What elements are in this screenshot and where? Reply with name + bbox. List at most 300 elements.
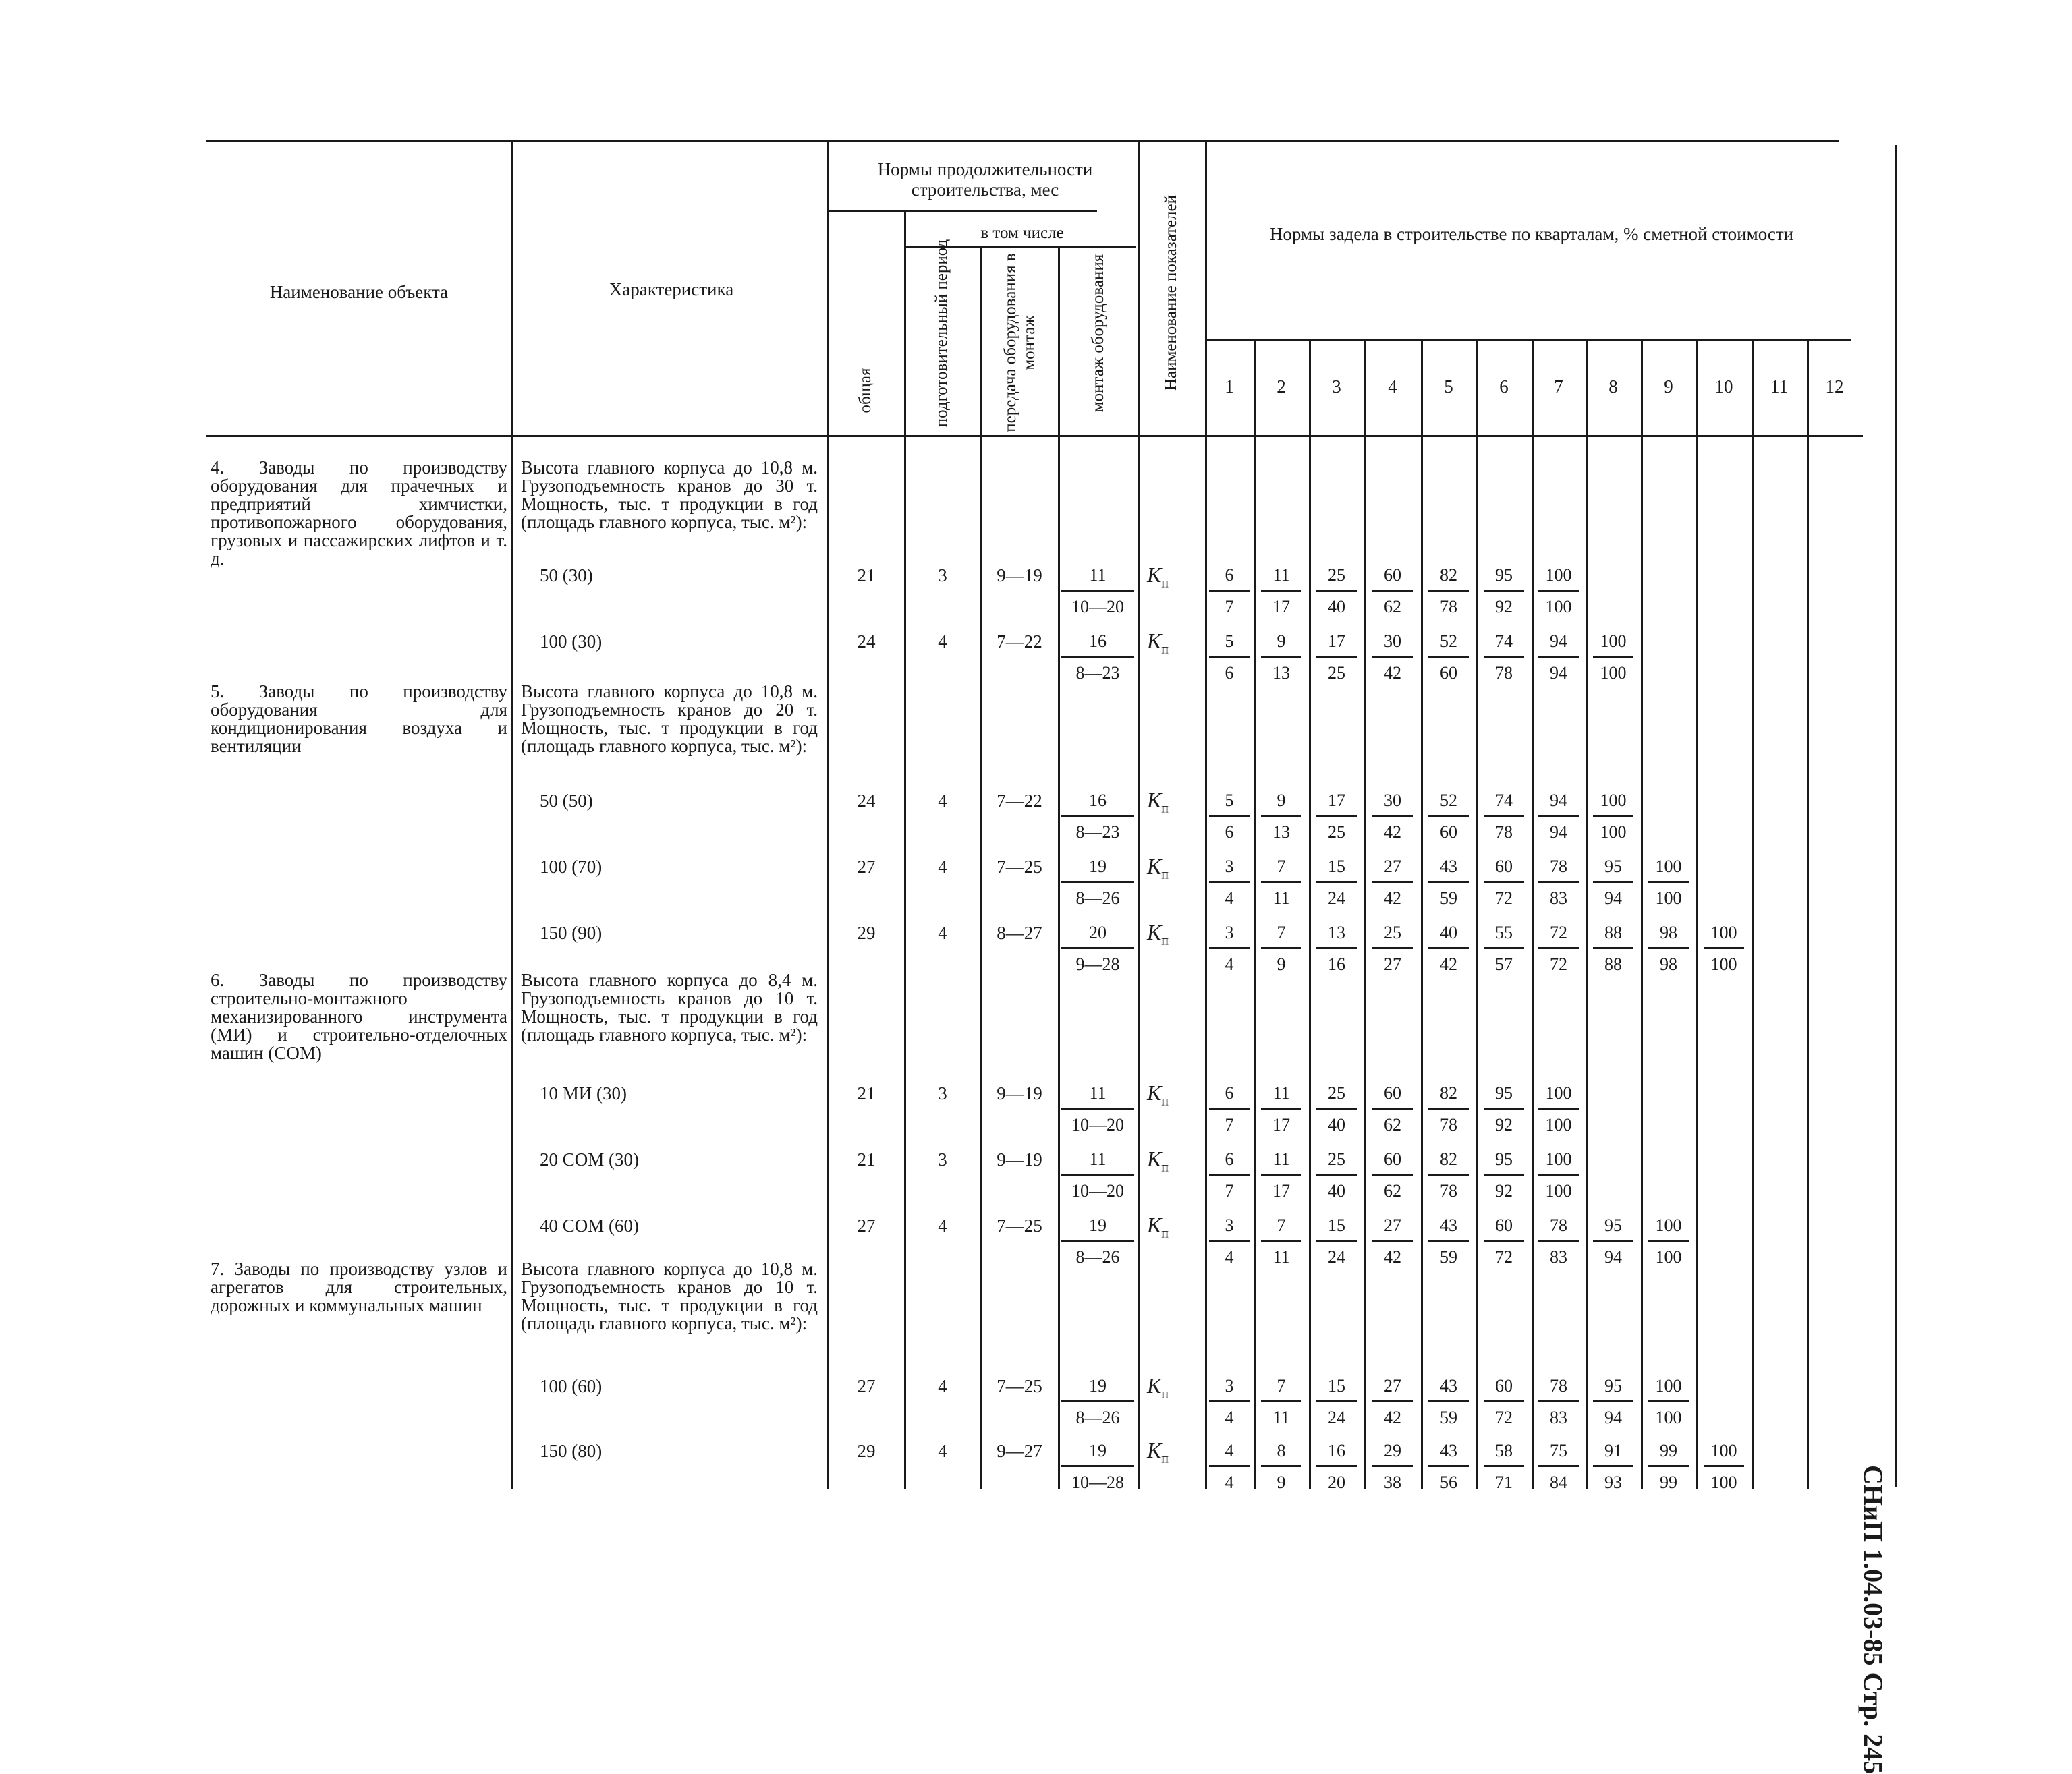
header-quarter-9: 9: [1664, 376, 1673, 397]
quarter-value-7: [1538, 791, 1579, 842]
quarter-value-top: 60: [1484, 857, 1524, 883]
quarter-value-top: 25: [1316, 565, 1357, 592]
mounting-bottom: 10—20: [1071, 597, 1124, 617]
quarter-value-bottom: 100: [1655, 888, 1682, 908]
row-total: 21: [857, 1083, 876, 1104]
quarter-value-4: [1372, 857, 1413, 909]
quarter-value-top: 17: [1316, 791, 1357, 817]
quarter-value-bottom: 42: [1384, 663, 1401, 683]
quarter-value-bottom: 17: [1272, 1115, 1290, 1135]
row-label: 150 (80): [540, 1441, 603, 1461]
quarter-value-bottom: 42: [1384, 1408, 1401, 1427]
quarter-value-4: [1372, 631, 1413, 683]
quarter-value-top: 100: [1593, 791, 1633, 817]
quarter-value-10: [1704, 923, 1744, 975]
row-handover: 9—19: [997, 1149, 1042, 1170]
row-total: 21: [857, 1149, 876, 1170]
q-rule-2: [1309, 339, 1311, 1489]
quarter-value-top: 94: [1538, 791, 1579, 817]
mounting-top: 11: [1061, 565, 1134, 592]
indicator-subscript: п: [1161, 575, 1169, 591]
quarter-value-bottom: 84: [1550, 1472, 1567, 1492]
header-quarter-5: 5: [1444, 376, 1453, 397]
quarter-value-1: [1209, 1149, 1250, 1201]
row-indicator: $К_п$: [1147, 788, 1169, 816]
row-mounting: [1061, 791, 1134, 842]
quarter-value-5: [1428, 857, 1469, 909]
header-quarter-10: 10: [1714, 376, 1733, 397]
quarter-value-top: 25: [1316, 1083, 1357, 1110]
quarter-value-top: 52: [1428, 631, 1469, 658]
quarter-value-3: [1316, 1376, 1357, 1428]
quarter-value-top: 7: [1261, 923, 1301, 949]
quarter-value-top: 55: [1484, 923, 1524, 949]
quarter-value-7: [1538, 1376, 1579, 1428]
quarter-value-bottom: 4: [1225, 1247, 1234, 1267]
quarter-value-6: [1484, 631, 1524, 683]
header-quarter-2: 2: [1277, 376, 1286, 397]
quarter-value-bottom: 100: [1545, 1115, 1572, 1135]
quarter-value-bottom: 100: [1545, 597, 1572, 617]
quarter-value-2: [1261, 1083, 1301, 1135]
quarter-value-8: [1593, 1441, 1633, 1493]
row-handover: 7—25: [997, 857, 1042, 877]
row-prep: 4: [938, 1441, 947, 1461]
mounting-bottom: 8—26: [1075, 1408, 1120, 1427]
quarter-value-bottom: 83: [1550, 888, 1567, 908]
quarter-value-bottom: 20: [1328, 1472, 1345, 1492]
quarter-value-4: [1372, 565, 1413, 617]
quarter-value-top: 60: [1484, 1215, 1524, 1242]
quarter-value-2: [1261, 631, 1301, 683]
quarter-value-5: [1428, 565, 1469, 617]
col-rule-1: [511, 140, 513, 1489]
quarter-value-bottom: 62: [1384, 597, 1401, 617]
header-quarter-12: 12: [1825, 376, 1844, 397]
quarter-value-top: 9: [1261, 631, 1301, 658]
q-rule-11: [1807, 339, 1809, 1489]
quarter-value-top: 98: [1648, 923, 1689, 949]
quarter-value-bottom: 24: [1328, 888, 1345, 908]
quarter-value-bottom: 9: [1277, 954, 1286, 974]
quarter-value-9: [1648, 923, 1689, 975]
quarter-value-top: 6: [1209, 1149, 1250, 1176]
row-prep: 3: [938, 1149, 947, 1170]
quarter-value-bottom: 42: [1384, 822, 1401, 842]
quarter-value-3: [1316, 631, 1357, 683]
quarter-value-bottom: 62: [1384, 1115, 1401, 1135]
quarter-value-bottom: 40: [1328, 1115, 1345, 1135]
quarter-value-top: 8: [1261, 1441, 1301, 1467]
quarter-value-2: [1261, 565, 1301, 617]
quarter-value-bottom: 72: [1495, 1408, 1513, 1427]
row-total: 27: [857, 1215, 876, 1236]
quarter-value-6: [1484, 1083, 1524, 1135]
quarter-value-top: 60: [1372, 1149, 1413, 1176]
col-rule-2: [827, 140, 829, 1489]
quarter-value-top: 100: [1648, 1376, 1689, 1402]
quarter-value-9: [1648, 1376, 1689, 1428]
quarter-value-bottom: 72: [1495, 888, 1513, 908]
row-indicator: $К_п$: [1147, 920, 1169, 948]
quarter-value-top: 52: [1428, 791, 1469, 817]
header-total: общая: [856, 368, 874, 413]
mounting-bottom: 8—23: [1075, 822, 1120, 842]
col-rule-6: [1138, 140, 1140, 1489]
row-prep: 4: [938, 1215, 947, 1236]
mounting-top: 16: [1061, 791, 1134, 817]
quarter-value-4: [1372, 1215, 1413, 1267]
quarter-value-bottom: 94: [1550, 822, 1567, 842]
quarter-value-top: 3: [1209, 857, 1250, 883]
quarter-value-bottom: 42: [1384, 888, 1401, 908]
quarter-value-bottom: 92: [1495, 1181, 1513, 1201]
quarter-value-top: 5: [1209, 791, 1250, 817]
mounting-bottom: 10—20: [1071, 1115, 1124, 1135]
row-prep: 3: [938, 565, 947, 585]
quarter-value-bottom: 94: [1604, 1247, 1622, 1267]
quarter-value-1: [1209, 565, 1250, 617]
quarter-value-bottom: 11: [1272, 888, 1290, 908]
quarter-value-top: 74: [1484, 631, 1524, 658]
quarter-value-bottom: 100: [1710, 1472, 1737, 1492]
row-handover: 7—22: [997, 791, 1042, 811]
top-rule: [206, 140, 1839, 142]
quarter-value-bottom: 93: [1604, 1472, 1622, 1492]
quarter-value-9: [1648, 857, 1689, 909]
quarter-value-bottom: 100: [1655, 1247, 1682, 1267]
row-indicator: $К_п$: [1147, 1438, 1169, 1466]
quarter-value-top: 3: [1209, 1376, 1250, 1402]
quarter-value-top: 43: [1428, 857, 1469, 883]
quarter-value-7: [1538, 1149, 1579, 1201]
page-footer: СНиП 1.04.03-85 Стр. 245: [1858, 1465, 1888, 1774]
row-mounting: [1061, 631, 1134, 683]
quarter-value-top: 30: [1372, 631, 1413, 658]
quarter-value-bottom: 11: [1272, 1408, 1290, 1427]
quarter-value-bottom: 25: [1328, 822, 1345, 842]
quarter-value-5: [1428, 1149, 1469, 1201]
indicator-subscript: п: [1161, 801, 1169, 816]
mounting-bottom: 8—26: [1075, 1247, 1120, 1267]
quarter-value-7: [1538, 857, 1579, 909]
quarter-value-6: [1484, 1376, 1524, 1428]
quarter-value-bottom: 92: [1495, 597, 1513, 617]
quarter-value-1: [1209, 1083, 1250, 1135]
quarter-value-bottom: 71: [1495, 1472, 1513, 1492]
quarter-value-6: [1484, 791, 1524, 842]
quarter-value-top: 3: [1209, 1215, 1250, 1242]
quarter-value-8: [1593, 631, 1633, 683]
quarter-value-bottom: 56: [1440, 1472, 1457, 1492]
q-rule-6: [1532, 339, 1534, 1489]
quarter-value-4: [1372, 1441, 1413, 1493]
quarter-value-bottom: 59: [1440, 888, 1457, 908]
quarter-value-bottom: 98: [1660, 954, 1677, 974]
quarter-value-2: [1261, 923, 1301, 975]
quarter-value-6: [1484, 923, 1524, 975]
quarter-value-bottom: 38: [1384, 1472, 1401, 1492]
quarter-value-bottom: 72: [1550, 954, 1567, 974]
quarter-value-top: 11: [1261, 1149, 1301, 1176]
row-handover: 9—19: [997, 565, 1042, 585]
col-rule-5: [1058, 246, 1060, 1489]
quarter-value-5: [1428, 1215, 1469, 1267]
row-mounting: [1061, 1215, 1134, 1267]
indicator-subscript: п: [1161, 1093, 1169, 1109]
quarter-value-1: [1209, 1215, 1250, 1267]
quarter-value-top: 3: [1209, 923, 1250, 949]
indicator-subscript: п: [1161, 867, 1169, 882]
quarter-value-7: [1538, 565, 1579, 617]
section-7-char: Высота главного корпуса до 10,8 м. Грузоподъемность кранов до 10 т. Мощность, тыс. т продукции в год (площадь главного корпуса, тыс. м²):: [521, 1259, 818, 1334]
header-indicator: Наименование показателей: [1162, 194, 1180, 391]
right-border: [1895, 145, 1897, 1487]
mounting-top: 19: [1061, 1215, 1134, 1242]
quarter-value-bottom: 13: [1272, 663, 1290, 683]
indicator-subscript: п: [1161, 1226, 1169, 1241]
mounting-bottom: 10—20: [1071, 1181, 1124, 1201]
section-4-char: Высота главного корпуса до 10,8 м. Грузоподъемность кранов до 30 т. Мощность, тыс. т продукции в год (площадь главного корпуса, тыс. м²):: [521, 457, 818, 532]
indicator-subscript: п: [1161, 1386, 1169, 1402]
mounting-top: 20: [1061, 923, 1134, 949]
quarter-value-bottom: 7: [1225, 597, 1234, 617]
quarter-value-5: [1428, 631, 1469, 683]
quarter-value-top: 72: [1538, 923, 1579, 949]
row-mounting: [1061, 1083, 1134, 1135]
row-label: 100 (30): [540, 631, 603, 652]
quarter-value-top: 60: [1372, 1083, 1413, 1110]
q-rule-4: [1421, 339, 1423, 1489]
quarter-value-bottom: 42: [1440, 954, 1457, 974]
q-rule-5: [1476, 339, 1478, 1489]
col-rule-3: [904, 211, 906, 1489]
mounting-top: 11: [1061, 1083, 1134, 1110]
quarter-value-top: 95: [1593, 1215, 1633, 1242]
quarter-value-top: 16: [1316, 1441, 1357, 1467]
quarter-value-bottom: 100: [1655, 1408, 1682, 1427]
quarter-value-top: 9: [1261, 791, 1301, 817]
quarter-value-2: [1261, 1441, 1301, 1493]
row-total: 21: [857, 565, 876, 585]
header-norm-duration: Нормы продолжительности строительства, мес: [877, 159, 1093, 200]
quarter-value-3: [1316, 1149, 1357, 1201]
quarter-value-5: [1428, 1441, 1469, 1493]
quarter-value-top: 100: [1593, 631, 1633, 658]
quarter-value-6: [1484, 1149, 1524, 1201]
quarter-value-bottom: 57: [1495, 954, 1513, 974]
quarter-value-top: 17: [1316, 631, 1357, 658]
quarter-value-top: 27: [1372, 1376, 1413, 1402]
quarter-value-top: 82: [1428, 565, 1469, 592]
quarter-value-bottom: 4: [1225, 888, 1234, 908]
quarter-value-1: [1209, 1376, 1250, 1428]
quarter-value-top: 100: [1538, 1083, 1579, 1110]
quarter-value-top: 78: [1538, 1376, 1579, 1402]
row-handover: 9—27: [997, 1441, 1042, 1461]
quarter-value-bottom: 92: [1495, 1115, 1513, 1135]
row-prep: 4: [938, 791, 947, 811]
indicator-subscript: п: [1161, 1160, 1169, 1175]
quarter-value-5: [1428, 1376, 1469, 1428]
quarter-value-3: [1316, 791, 1357, 842]
quarter-value-top: 78: [1538, 1215, 1579, 1242]
quarter-value-top: 30: [1372, 791, 1413, 817]
quarter-value-5: [1428, 791, 1469, 842]
mounting-bottom: 9—28: [1075, 954, 1120, 974]
q-rule-3: [1364, 339, 1366, 1489]
quarter-value-8: [1593, 923, 1633, 975]
quarter-value-3: [1316, 1215, 1357, 1267]
quarter-value-bottom: 59: [1440, 1408, 1457, 1427]
quarter-value-top: 58: [1484, 1441, 1524, 1467]
header-quarter-7: 7: [1554, 376, 1563, 397]
quarter-value-7: [1538, 1441, 1579, 1493]
header-quarter-11: 11: [1770, 376, 1788, 397]
quarter-value-top: 82: [1428, 1083, 1469, 1110]
section-5-name: 5. Заводы по производству оборудования для кондиционирования воздуха и вентиляции: [211, 681, 507, 756]
row-mounting: [1061, 565, 1134, 617]
norms-sub-rule: [827, 210, 1097, 212]
quarter-value-3: [1316, 1441, 1357, 1493]
quarter-value-bottom: 40: [1328, 597, 1345, 617]
quarter-value-8: [1593, 791, 1633, 842]
row-total: 27: [857, 857, 876, 877]
section-6-name: 6. Заводы по производству строительно-монтажного механизированного инструмента (МИ) и строительно-отделочных машин (СОМ): [211, 970, 507, 1063]
quarter-value-bottom: 83: [1550, 1247, 1567, 1267]
row-total: 29: [857, 923, 876, 943]
quarter-value-3: [1316, 565, 1357, 617]
backlog-sub-rule: [1205, 339, 1851, 341]
quarter-value-5: [1428, 1083, 1469, 1135]
row-label: 150 (90): [540, 923, 603, 943]
mounting-top: 11: [1061, 1149, 1134, 1176]
quarter-value-bottom: 6: [1225, 663, 1234, 683]
quarter-value-bottom: 78: [1440, 597, 1457, 617]
quarter-value-1: [1209, 1441, 1250, 1493]
quarter-value-8: [1593, 1376, 1633, 1428]
col-rule-7: [1205, 140, 1207, 1489]
quarter-value-1: [1209, 923, 1250, 975]
quarter-value-top: 43: [1428, 1441, 1469, 1467]
quarter-value-bottom: 60: [1440, 663, 1457, 683]
quarter-value-7: [1538, 923, 1579, 975]
row-handover: 7—25: [997, 1215, 1042, 1236]
quarter-value-top: 91: [1593, 1441, 1633, 1467]
q-rule-10: [1752, 339, 1754, 1489]
row-prep: 4: [938, 923, 947, 943]
mounting-top: 19: [1061, 857, 1134, 883]
quarter-value-bottom: 40: [1328, 1181, 1345, 1201]
mounting-bottom: 8—23: [1075, 663, 1120, 683]
quarter-value-top: 6: [1209, 565, 1250, 592]
quarter-value-top: 88: [1593, 923, 1633, 949]
col-rule-4: [980, 246, 982, 1489]
section-4-name: 4. Заводы по производству оборудования для прачечных и предприятий химчистки, противопожарного оборудования, грузовых и пассажирских лифтов и т. д.: [211, 457, 507, 569]
quarter-value-top: 27: [1372, 1215, 1413, 1242]
header-quarter-6: 6: [1499, 376, 1509, 397]
quarter-value-top: 7: [1261, 1376, 1301, 1402]
row-indicator: $К_п$: [1147, 629, 1169, 657]
header-including: в том числе: [980, 224, 1064, 242]
quarter-value-bottom: 4: [1225, 954, 1234, 974]
quarter-value-1: [1209, 857, 1250, 909]
quarter-value-bottom: 24: [1328, 1247, 1345, 1267]
quarter-value-1: [1209, 631, 1250, 683]
row-mounting: [1061, 1149, 1134, 1201]
quarter-value-bottom: 94: [1550, 663, 1567, 683]
row-indicator: $К_п$: [1147, 854, 1169, 882]
quarter-value-bottom: 100: [1600, 663, 1627, 683]
row-prep: 4: [938, 857, 947, 877]
quarter-value-top: 94: [1538, 631, 1579, 658]
row-label: 10 МИ (30): [540, 1083, 627, 1104]
row-handover: 7—25: [997, 1376, 1042, 1396]
quarter-value-top: 100: [1648, 1215, 1689, 1242]
quarter-value-4: [1372, 923, 1413, 975]
q-rule-9: [1696, 339, 1698, 1489]
quarter-value-top: 95: [1593, 857, 1633, 883]
quarter-value-top: 100: [1704, 923, 1744, 949]
quarter-value-6: [1484, 565, 1524, 617]
quarter-value-bottom: 17: [1272, 597, 1290, 617]
quarter-value-bottom: 11: [1272, 1247, 1290, 1267]
quarter-value-bottom: 59: [1440, 1247, 1457, 1267]
quarter-value-top: 11: [1261, 1083, 1301, 1110]
quarter-value-top: 15: [1316, 1215, 1357, 1242]
quarter-value-top: 100: [1538, 565, 1579, 592]
indicator-subscript: п: [1161, 641, 1169, 657]
mounting-top: 16: [1061, 631, 1134, 658]
quarter-value-top: 7: [1261, 1215, 1301, 1242]
quarter-value-3: [1316, 923, 1357, 975]
quarter-value-bottom: 6: [1225, 822, 1234, 842]
quarter-value-bottom: 78: [1440, 1181, 1457, 1201]
quarter-value-bottom: 94: [1604, 1408, 1622, 1427]
row-mounting: [1061, 857, 1134, 909]
quarter-value-9: [1648, 1441, 1689, 1493]
quarter-value-2: [1261, 857, 1301, 909]
row-indicator: $К_п$: [1147, 1373, 1169, 1402]
quarter-value-top: 4: [1209, 1441, 1250, 1467]
quarter-value-3: [1316, 1083, 1357, 1135]
row-label: 100 (60): [540, 1376, 603, 1396]
row-indicator: $К_п$: [1147, 1213, 1169, 1241]
row-label: 50 (30): [540, 565, 593, 585]
quarter-value-bottom: 78: [1495, 663, 1513, 683]
quarter-value-bottom: 88: [1604, 954, 1622, 974]
quarter-value-top: 78: [1538, 857, 1579, 883]
quarter-value-top: 95: [1484, 565, 1524, 592]
quarter-value-2: [1261, 1376, 1301, 1428]
quarter-value-8: [1593, 1215, 1633, 1267]
quarter-value-bottom: 4: [1225, 1408, 1234, 1427]
row-label: 50 (50): [540, 791, 593, 811]
quarter-value-bottom: 7: [1225, 1115, 1234, 1135]
quarter-value-top: 25: [1372, 923, 1413, 949]
row-mounting: [1061, 1441, 1134, 1493]
quarter-value-bottom: 17: [1272, 1181, 1290, 1201]
quarter-value-top: 43: [1428, 1376, 1469, 1402]
quarter-value-bottom: 4: [1225, 1472, 1234, 1492]
indicator-subscript: п: [1161, 933, 1169, 948]
quarter-value-bottom: 83: [1550, 1408, 1567, 1427]
quarter-value-top: 27: [1372, 857, 1413, 883]
quarter-value-bottom: 27: [1384, 954, 1401, 974]
row-total: 29: [857, 1441, 876, 1461]
header-mounting: монтаж оборудования: [1089, 254, 1107, 413]
row-label: 20 СОМ (30): [540, 1149, 639, 1170]
